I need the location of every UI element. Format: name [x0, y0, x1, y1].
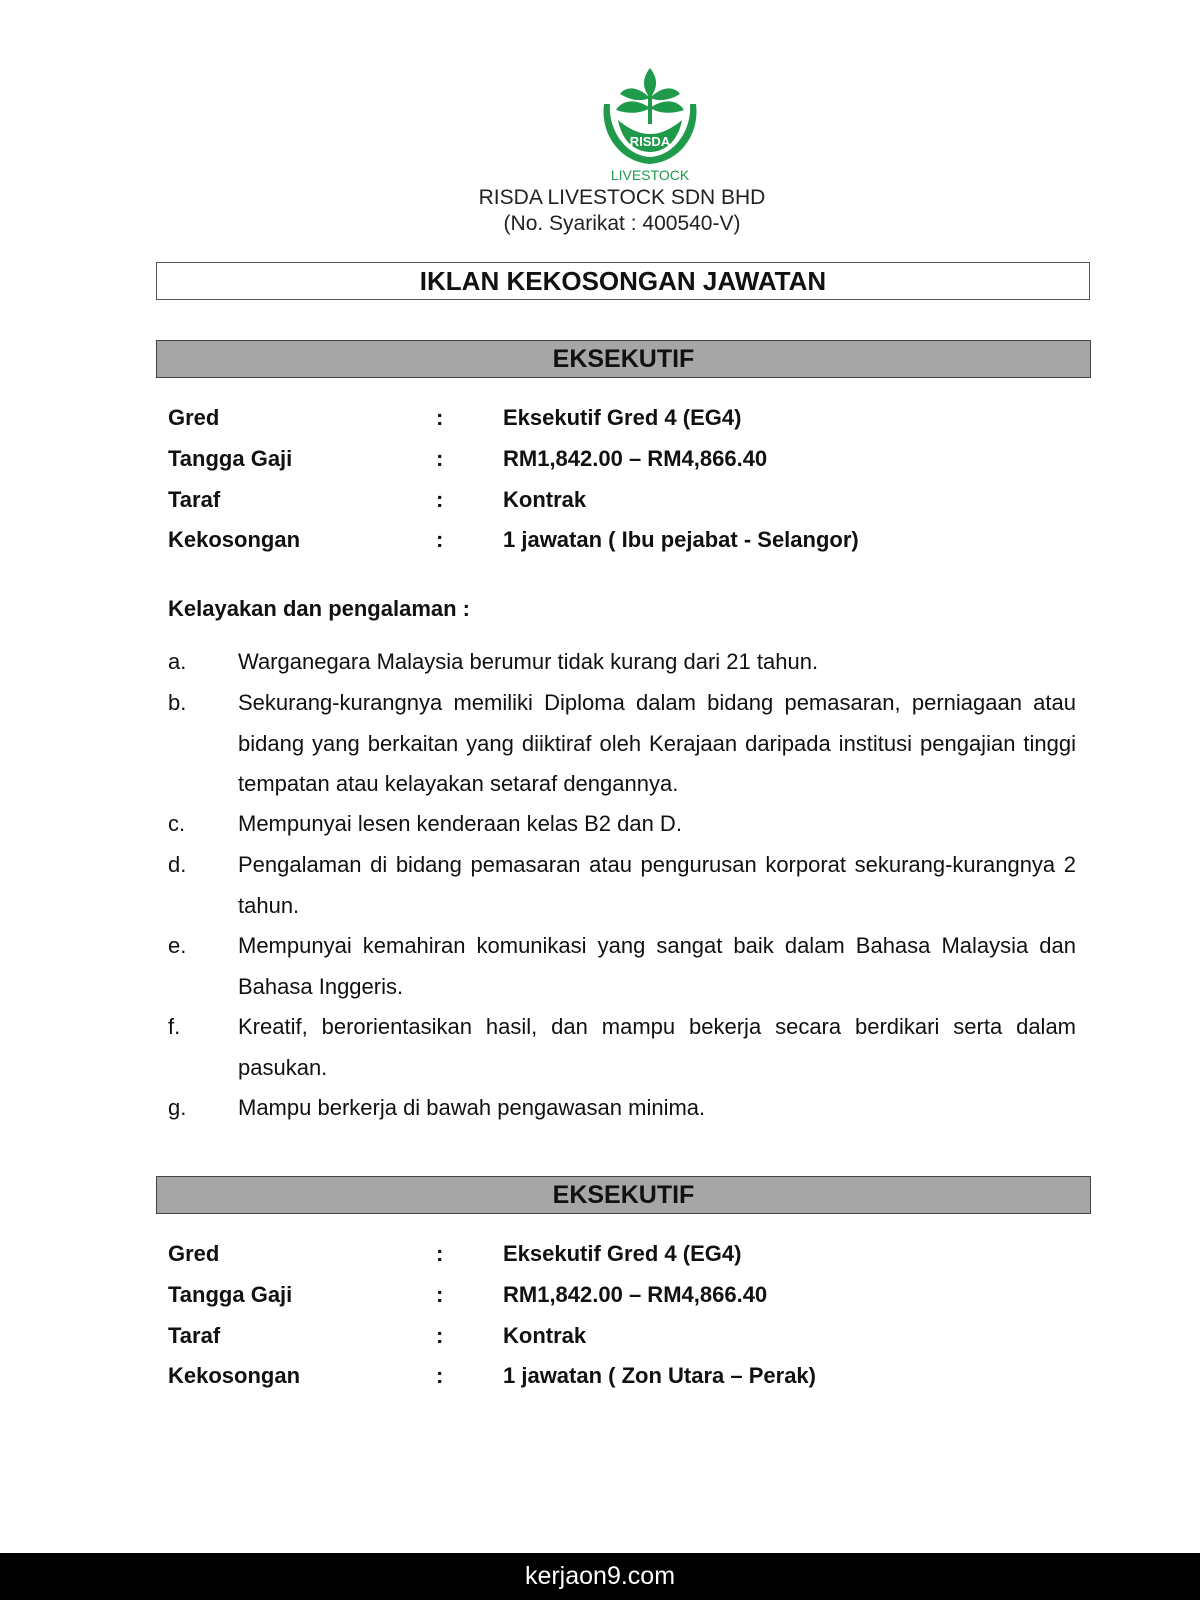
qualification-text: Warganegara Malaysia berumur tidak kurang dari 21 tahun.	[238, 649, 819, 674]
list-marker: g.	[168, 1095, 187, 1120]
detail-value: RM1,842.00 – RM4,866.40	[503, 1282, 768, 1307]
section-heading: EKSEKUTIF	[156, 1176, 1091, 1214]
qualification-text: Mampu berkerja di bawah pengawasan minima.	[238, 1095, 706, 1120]
qualification-text: Sekurang-kurangnya memiliki Diploma dalam bidang pemasaran, perniagaan atau bidang yang berkaitan yang diiktiraf oleh Kerajaan daripada institusi pengajian tinggi tempatan atau kelayakan setaraf dengannya.	[238, 690, 1076, 796]
detail-row-taraf	[168, 487, 1068, 517]
detail-row-taraf	[168, 1323, 1068, 1353]
detail-colon: :	[436, 1363, 444, 1388]
qualification-text: Mempunyai lesen kenderaan kelas B2 dan D.	[238, 811, 682, 836]
list-marker: e.	[168, 933, 187, 958]
logo-wordmark: RISDA	[629, 134, 671, 149]
detail-label: Tangga Gaji	[168, 446, 293, 471]
qualification-item	[168, 642, 1076, 683]
detail-value: Kontrak	[503, 1323, 587, 1348]
detail-row-gred	[168, 1241, 1068, 1271]
detail-label: Tangga Gaji	[168, 1282, 293, 1307]
detail-label: Gred	[168, 1241, 220, 1266]
detail-label: Taraf	[168, 1323, 221, 1348]
list-marker: b.	[168, 690, 187, 715]
section-heading: EKSEKUTIF	[156, 340, 1091, 378]
qualification-item	[168, 804, 1076, 845]
detail-row-tangga-gaji	[168, 1282, 1068, 1312]
detail-row-kekosongan	[168, 1363, 1068, 1393]
qualification-text: Pengalaman di bidang pemasaran atau pengurusan korporat sekurang-kurangnya 2 tahun.	[238, 852, 1076, 918]
list-marker: d.	[168, 852, 187, 877]
qualification-item	[168, 845, 1076, 926]
qualification-text: Kreatif, berorientasikan hasil, dan mampu bekerja secara berdikari serta dalam pasukan.	[238, 1014, 1076, 1080]
detail-colon: :	[436, 446, 444, 471]
detail-row-gred	[168, 405, 1068, 435]
page-title: IKLAN KEKOSONGAN JAWATAN	[156, 262, 1090, 300]
detail-value: Eksekutif Gred 4 (EG4)	[503, 1241, 742, 1266]
detail-row-kekosongan	[168, 527, 1068, 557]
qualifications-heading: Kelayakan dan pengalaman :	[168, 596, 470, 621]
risda-livestock-logo	[590, 64, 710, 184]
detail-value: 1 jawatan ( Ibu pejabat - Selangor)	[503, 527, 859, 552]
list-marker: a.	[168, 649, 187, 674]
detail-colon: :	[436, 405, 444, 430]
qualification-item	[168, 1007, 1076, 1088]
detail-colon: :	[436, 1323, 444, 1348]
qualification-item	[168, 683, 1076, 805]
detail-label: Kekosongan	[168, 1363, 301, 1388]
qualification-item	[168, 926, 1076, 1007]
detail-colon: :	[436, 1282, 444, 1307]
detail-row-tangga-gaji	[168, 446, 1068, 476]
detail-colon: :	[436, 1241, 444, 1266]
qualification-item	[168, 1088, 1076, 1129]
detail-value: 1 jawatan ( Zon Utara – Perak)	[503, 1363, 816, 1388]
list-marker: f.	[168, 1014, 181, 1039]
footer-watermark[interactable]: kerjaon9.com	[0, 1553, 1200, 1600]
qualification-text: Mempunyai kemahiran komunikasi yang sangat baik dalam Bahasa Malaysia dan Bahasa Inggeris.	[238, 933, 1076, 999]
detail-label: Gred	[168, 405, 220, 430]
detail-label: Kekosongan	[168, 527, 301, 552]
detail-value: Eksekutif Gred 4 (EG4)	[503, 405, 742, 430]
company-registration: (No. Syarikat : 400540-V)	[503, 212, 741, 235]
detail-value: RM1,842.00 – RM4,866.40	[503, 446, 768, 471]
detail-label: Taraf	[168, 487, 221, 512]
list-marker: c.	[168, 811, 186, 836]
detail-colon: :	[436, 487, 444, 512]
detail-value: Kontrak	[503, 487, 587, 512]
detail-colon: :	[436, 527, 444, 552]
logo-subtext: LIVESTOCK	[610, 167, 690, 183]
company-name: RISDA LIVESTOCK SDN BHD	[478, 186, 766, 209]
